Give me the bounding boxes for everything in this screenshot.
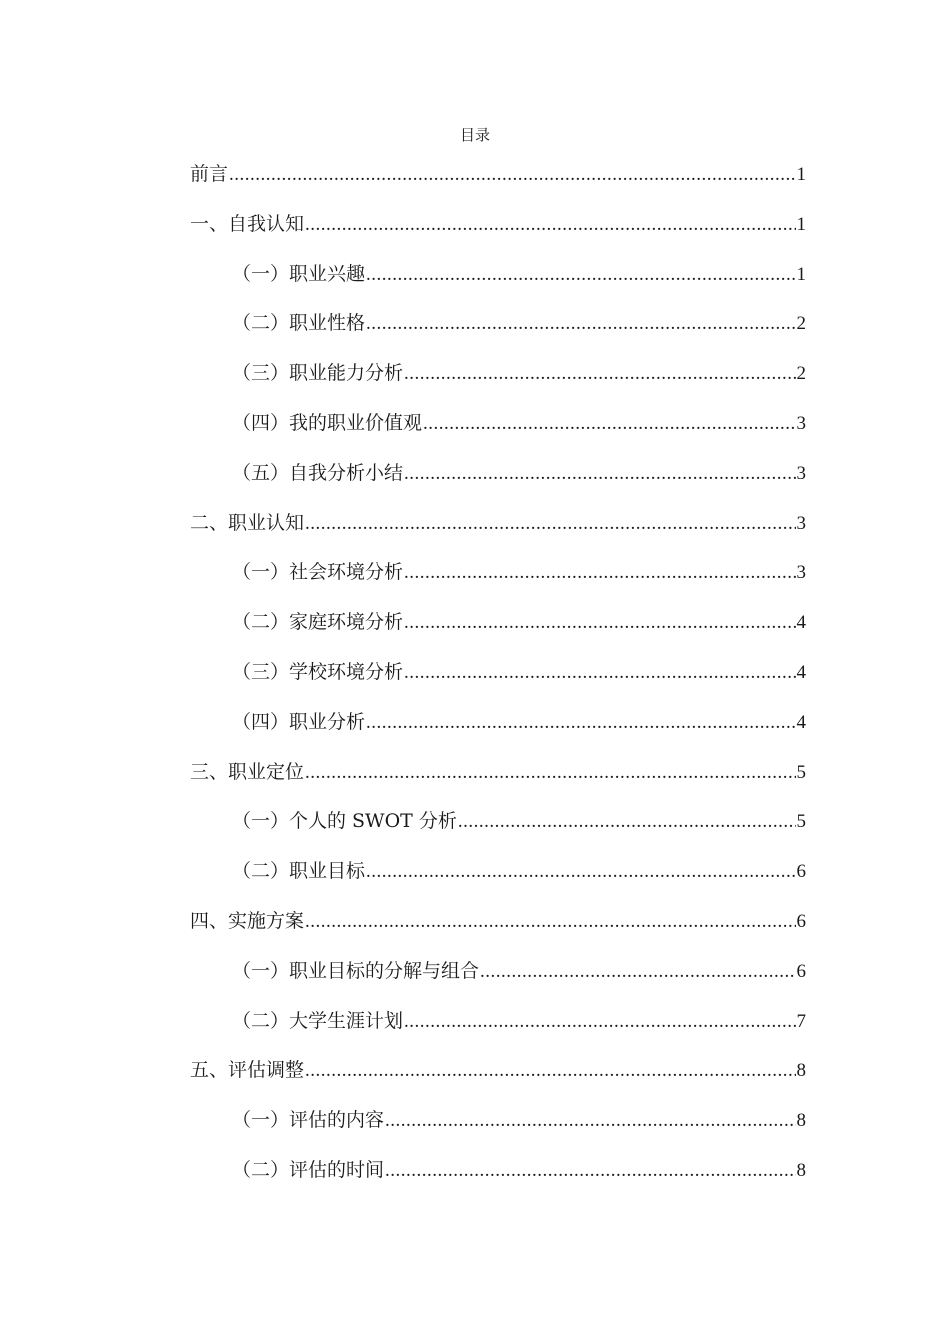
toc-entry-label: （二）家庭环境分析 <box>232 611 404 634</box>
toc-entry[interactable] <box>190 907 806 957</box>
toc-entry[interactable] <box>190 1056 806 1106</box>
toc-entry[interactable] <box>190 409 806 459</box>
toc-dot-leader <box>229 161 795 189</box>
toc-dot-leader <box>305 1057 795 1085</box>
toc-entry-label: （一）社会环境分析 <box>232 561 404 584</box>
toc-entry[interactable] <box>190 1106 806 1156</box>
toc-entry-label: （三）职业能力分析 <box>232 362 404 385</box>
toc-dot-leader <box>366 709 795 737</box>
toc-dot-leader <box>404 360 795 388</box>
toc-entry-page-number: 5 <box>796 761 806 783</box>
toc-entry[interactable] <box>190 260 806 310</box>
toc-entry-page-number: 6 <box>796 861 806 883</box>
toc-entry-label: （一）职业兴趣 <box>232 262 366 285</box>
toc-dot-leader <box>385 1107 795 1135</box>
toc-entry-label: （二）大学生涯计划 <box>232 1009 404 1032</box>
toc-dot-leader <box>366 310 795 338</box>
toc-entry-label: （二）职业性格 <box>232 312 366 335</box>
toc-entry-page-number: 1 <box>796 164 806 185</box>
toc-dot-leader <box>305 211 795 239</box>
toc-entry-page-number: 4 <box>796 711 806 733</box>
toc-entry-label: 四、实施方案 <box>190 909 305 932</box>
toc-entry-page-number: 6 <box>796 910 806 932</box>
toc-entry[interactable] <box>190 459 806 509</box>
toc-entry-label: （一）职业目标的分解与组合 <box>232 959 480 982</box>
toc-entry-page-number: 5 <box>796 811 806 833</box>
toc-entry-page-number: 2 <box>796 363 806 385</box>
toc-dot-leader <box>305 510 795 538</box>
toc-dot-leader <box>404 559 795 587</box>
toc-entry[interactable] <box>190 558 806 608</box>
toc-entry[interactable] <box>190 658 806 708</box>
toc-entry[interactable] <box>190 957 806 1007</box>
toc-entry-page-number: 6 <box>796 960 806 982</box>
toc-dot-leader <box>305 759 795 787</box>
toc-entry-label: 一、自我认知 <box>190 212 305 235</box>
toc-entry-label: （一）个人的 SWOT 分析 <box>232 810 457 833</box>
toc-entry-page-number: 1 <box>796 213 806 235</box>
toc-entry-label: （五）自我分析小结 <box>232 461 404 484</box>
toc-entry[interactable] <box>190 509 806 559</box>
toc-dot-leader <box>305 908 795 936</box>
toc-dot-leader <box>404 460 795 488</box>
toc-entry-label: 五、评估调整 <box>190 1059 305 1082</box>
toc-entry-page-number: 3 <box>796 512 806 534</box>
toc-entry[interactable] <box>190 608 806 658</box>
toc-entry-page-number: 3 <box>796 412 806 434</box>
toc-entry[interactable] <box>190 807 806 857</box>
toc-dot-leader <box>366 261 795 289</box>
toc-title: 目录 <box>459 126 490 144</box>
toc-dot-leader <box>404 1008 795 1036</box>
toc-entry-label: 前言 <box>190 163 229 185</box>
toc-dot-leader <box>458 808 796 836</box>
toc-dot-leader <box>480 958 795 986</box>
toc-entry-page-number: 8 <box>796 1060 806 1082</box>
toc-entry-label: （四）职业分析 <box>232 710 366 733</box>
toc-dot-leader <box>404 659 795 687</box>
toc-entry-label: （一）评估的内容 <box>232 1109 385 1132</box>
toc-entry[interactable] <box>190 1007 806 1057</box>
toc-list <box>190 160 806 1206</box>
toc-entry-page-number: 7 <box>796 1010 806 1032</box>
toc-entry[interactable] <box>190 758 806 808</box>
toc-entry-page-number: 3 <box>796 462 806 484</box>
toc-entry-page-number: 8 <box>796 1159 806 1181</box>
toc-dot-leader <box>423 410 795 438</box>
toc-dot-leader <box>404 609 795 637</box>
toc-entry-label: （四）我的职业价值观 <box>232 411 423 434</box>
toc-entry-page-number: 1 <box>796 263 806 285</box>
toc-entry-page-number: 3 <box>796 562 806 584</box>
toc-entry[interactable] <box>190 1156 806 1206</box>
toc-dot-leader <box>385 1157 795 1185</box>
toc-entry[interactable] <box>190 359 806 409</box>
toc-entry-label: （二）评估的时间 <box>232 1158 385 1181</box>
toc-entry[interactable] <box>190 708 806 758</box>
toc-entry-page-number: 8 <box>796 1110 806 1132</box>
toc-entry[interactable] <box>190 160 806 210</box>
toc-entry-label: 三、职业定位 <box>190 760 305 783</box>
toc-entry-page-number: 4 <box>796 612 806 634</box>
toc-entry[interactable] <box>190 309 806 359</box>
toc-entry-page-number: 4 <box>796 661 806 683</box>
toc-entry-label: （三）学校环境分析 <box>232 660 404 683</box>
toc-entry[interactable] <box>190 210 806 260</box>
toc-dot-leader <box>366 858 795 886</box>
toc-entry[interactable] <box>190 857 806 907</box>
toc-entry-label: 二、职业认知 <box>190 511 305 534</box>
toc-entry-page-number: 2 <box>796 313 806 335</box>
toc-entry-label: （二）职业目标 <box>232 860 366 883</box>
